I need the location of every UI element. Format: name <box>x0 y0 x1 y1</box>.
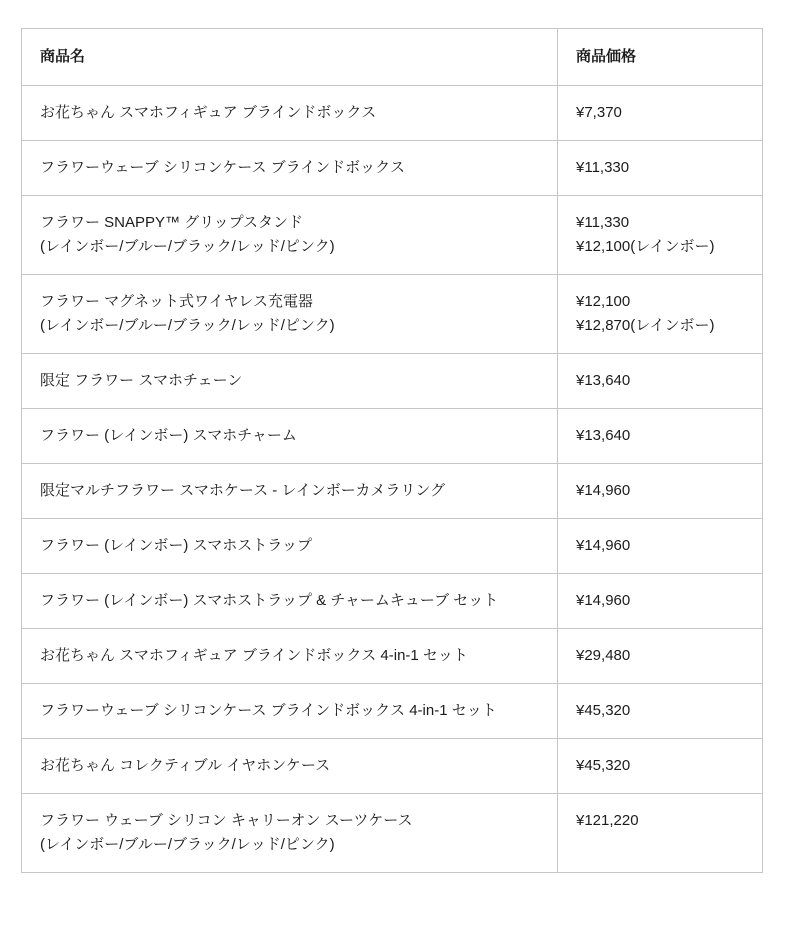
product-price-line: ¥7,370 <box>576 104 622 121</box>
table-row <box>22 574 763 629</box>
product-price-line: ¥14,960 <box>576 592 631 609</box>
table-row <box>22 794 763 873</box>
product-price-line: ¥14,960 <box>576 537 631 554</box>
product-name-cell <box>22 464 558 519</box>
product-price-line: ¥12,100(レインボー) <box>576 238 715 255</box>
product-price-line: ¥11,330 <box>576 159 630 176</box>
product-price-cell <box>558 629 763 684</box>
product-name-cell <box>22 684 558 739</box>
product-name-cell <box>22 196 558 275</box>
product-price-line: ¥12,870(レインボー) <box>576 317 715 334</box>
product-price-cell <box>558 196 763 275</box>
product-name-cell <box>22 629 558 684</box>
product-price-line: ¥13,640 <box>576 427 631 444</box>
product-price-cell <box>558 684 763 739</box>
table-row <box>22 739 763 794</box>
product-name-line: お花ちゃん スマホフィギュア ブラインドボックス <box>40 104 377 121</box>
product-price-cell <box>558 794 763 873</box>
product-price-line: ¥12,100 <box>576 293 631 310</box>
table-row <box>22 354 763 409</box>
product-name-line: フラワー (レインボー) スマホストラップ <box>40 537 312 554</box>
product-price-cell <box>558 354 763 409</box>
table-body <box>22 86 763 873</box>
product-price-line: ¥13,640 <box>576 372 631 389</box>
product-name-line: フラワー SNAPPY™ グリップスタンド <box>40 214 303 231</box>
product-name-cell <box>22 86 558 141</box>
table-row <box>22 196 763 275</box>
table-header <box>22 29 763 86</box>
product-price-cell <box>558 574 763 629</box>
product-price-line: ¥14,960 <box>576 482 631 499</box>
product-price-line: ¥45,320 <box>576 702 631 719</box>
table-row <box>22 519 763 574</box>
product-name-cell <box>22 354 558 409</box>
product-price-line: ¥11,330 <box>576 214 630 231</box>
column-header-product-price: 商品価格 <box>558 29 763 86</box>
product-name-line: フラワーウェーブ シリコンケース ブラインドボックス <box>40 159 406 176</box>
product-name-cell <box>22 794 558 873</box>
table-row <box>22 684 763 739</box>
table-row <box>22 141 763 196</box>
product-name-cell <box>22 409 558 464</box>
product-name-line: フラワー ウェーブ シリコン キャリーオン スーツケース <box>40 812 413 829</box>
product-name-line: フラワー (レインボー) スマホストラップ & チャームキューブ セット <box>40 592 499 609</box>
product-price-table <box>21 28 763 873</box>
product-name-cell <box>22 519 558 574</box>
product-price-cell <box>558 409 763 464</box>
table-row <box>22 86 763 141</box>
product-price-line: ¥45,320 <box>576 757 631 774</box>
product-name-line: フラワーウェーブ シリコンケース ブラインドボックス 4-in-1 セット <box>40 702 497 719</box>
product-price-cell <box>558 275 763 354</box>
table-row <box>22 464 763 519</box>
product-price-cell <box>558 86 763 141</box>
table-row <box>22 629 763 684</box>
product-price-cell <box>558 141 763 196</box>
table-row <box>22 409 763 464</box>
product-price-cell <box>558 519 763 574</box>
product-name-cell <box>22 275 558 354</box>
product-price-line: ¥121,220 <box>576 812 639 829</box>
product-name-line: フラワー マグネット式ワイヤレス充電器 <box>40 293 313 310</box>
product-name-line: (レインボー/ブルー/ブラック/レッド/ピンク) <box>40 238 335 255</box>
product-price-cell <box>558 464 763 519</box>
product-name-line: (レインボー/ブルー/ブラック/レッド/ピンク) <box>40 317 335 334</box>
product-name-cell <box>22 574 558 629</box>
product-name-line: フラワー (レインボー) スマホチャーム <box>40 427 297 444</box>
product-name-line: お花ちゃん スマホフィギュア ブラインドボックス 4-in-1 セット <box>40 647 468 664</box>
product-name-line: 限定 フラワー スマホチェーン <box>40 372 243 389</box>
product-name-line: 限定マルチフラワー スマホケース - レインボーカメラリング <box>40 482 446 499</box>
table-row <box>22 275 763 354</box>
product-name-line: (レインボー/ブルー/ブラック/レッド/ピンク) <box>40 836 335 853</box>
product-name-line: お花ちゃん コレクティブル イヤホンケース <box>40 757 331 774</box>
column-header-product-name: 商品名 <box>22 29 558 86</box>
product-price-cell <box>558 739 763 794</box>
product-name-cell <box>22 141 558 196</box>
table-header-row <box>22 29 763 86</box>
product-price-line: ¥29,480 <box>576 647 631 664</box>
product-name-cell <box>22 739 558 794</box>
